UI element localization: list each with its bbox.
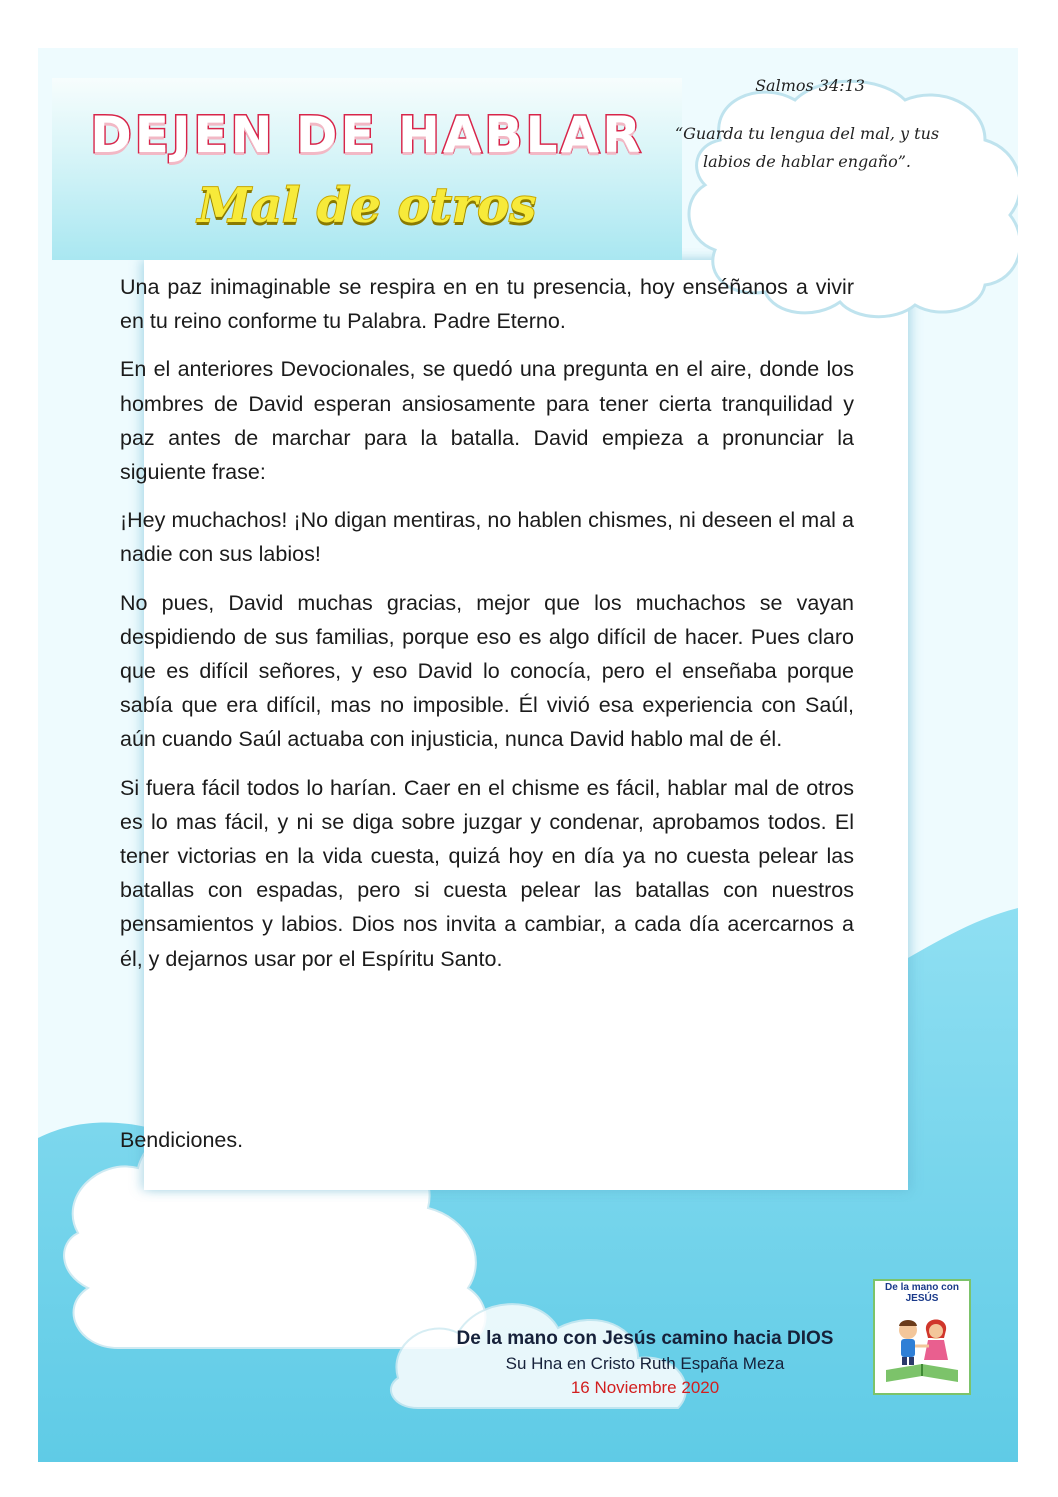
- verse-reference: Salmos 34:13: [755, 76, 865, 95]
- paragraph: En el anteriores Devocionales, se quedó una pregunta en el aire, donde los hombres de David esperan ansiosamente para tener cierta tranquilidad y paz antes de marchar para la batalla. David empieza a pronunciar la siguiente frase:: [120, 357, 854, 485]
- ministry-logo: [872, 1278, 972, 1396]
- verse-text: “Guarda tu lengua del mal, y tus labios de hablar engaño”.: [674, 124, 940, 171]
- closing-text: Bendiciones.: [120, 1128, 244, 1152]
- logo-text: De la mano con JESÚS: [885, 1282, 959, 1304]
- paragraph: Una paz inimaginable se respira en en tu presencia, hoy enséñanos a vivir en tu reino conforme tu Palabra. Padre Eterno.: [120, 275, 854, 334]
- page-title: DEJEN DE HABLAR: [90, 106, 644, 164]
- title-banner: [52, 78, 682, 260]
- paragraph: No pues, David muchas gracias, mejor que los muchachos se vayan despidiendo de sus familias, porque eso es algo difícil de hacer. Pues claro que es difícil señores, y eso David lo conocía, pero el enseñaba porque sabía que era difícil, mas no imposible. Él vivió esa experiencia con Saúl, aún cuando Saúl actuaba con injusticia, nunca David hablo mal de él.: [120, 590, 854, 752]
- paragraph: Si fuera fácil todos lo harían. Caer en el chisme es fácil, hablar mal de otros es lo mas fácil, y ni se diga sobre juzgar y condenar, aprobamos todos. El tener victorias en la vida cuesta, quizá hoy en día ya no cuesta pelear las batallas con espadas, pero si cuesta pelear las batallas con nuestros pensamientos y labios. Dios nos invita a cambiar, a cada día acercarnos a él, y dejarnos usar por el Espíritu Santo.: [120, 775, 854, 971]
- page-subtitle: Mal de otros: [197, 178, 537, 234]
- footer-ministry: De la mano con Jesús camino hacia DIOS: [456, 1328, 834, 1349]
- paragraph: ¡Hey muchachos! ¡No digan mentiras, no hablen chismes, ni deseen el mal a nadie con sus labios!: [120, 508, 854, 567]
- footer-date: 16 Noviembre 2020: [570, 1378, 720, 1397]
- footer-author: Su Hna en Cristo Ruth España Meza: [505, 1354, 785, 1373]
- devotional-body: [120, 270, 854, 990]
